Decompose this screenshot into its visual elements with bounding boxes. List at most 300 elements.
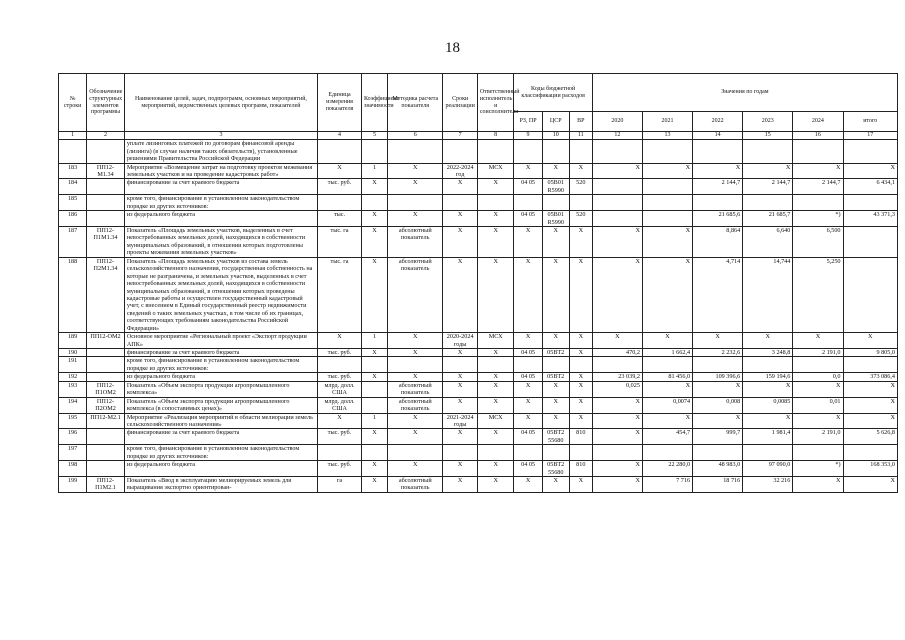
- value-2020-cell: X: [592, 227, 642, 258]
- vr-cell: X: [569, 257, 592, 332]
- vr-cell: X: [569, 163, 592, 179]
- value-2022-cell: 0,008: [693, 397, 743, 413]
- row-number: 193: [59, 381, 87, 397]
- csr-cell: 05ВТ2: [542, 349, 569, 357]
- rz-pr-cell: X: [514, 397, 542, 413]
- value-2022-cell: [693, 140, 743, 163]
- table-row: [59, 211, 898, 227]
- designation-cell: [87, 195, 125, 211]
- program-table: [58, 73, 898, 493]
- terms-cell: [443, 195, 477, 211]
- value-2024-cell: [793, 195, 843, 211]
- name-cell: Показатель «Площадь земельных участков, выделенных в счет невостребованных земельных долей, находящихся в собственности муниципальных образований, в отношении которых подготовлены проекты межевания земельных участков»: [124, 227, 317, 258]
- csr-cell: [542, 445, 569, 461]
- coef-cell: X: [361, 429, 387, 445]
- value-2020-cell: X: [592, 413, 642, 429]
- header-total: итого: [843, 112, 898, 132]
- column-number: 2: [87, 132, 125, 140]
- value-2021-cell: [642, 140, 692, 163]
- value-2022-cell: 48 983,0: [693, 461, 743, 477]
- row-number: 198: [59, 461, 87, 477]
- vr-cell: X: [569, 477, 592, 493]
- header-row-no: № строки: [59, 74, 87, 132]
- name-cell: финансирование за счет краевого бюджета: [124, 179, 317, 195]
- method-cell: X: [388, 429, 443, 445]
- value-2021-cell: X: [642, 413, 692, 429]
- value-2020-cell: 0,025: [592, 381, 642, 397]
- header-budget-codes: Коды бюджетной классификации расходов: [514, 74, 592, 112]
- name-cell: Показатель «Площадь земельных участков из состава земель сельскохозяйственного назначения, государственная собственность на которые не разграничена, и земельных участков, выделенных в счет невостребованных земельных долей, находящихся в собственности муниципальных образований, в отношении которых проведены кадастровые работы и осуществлен государственный кадастровый учет, с внесением в Единый государственный реестр недвижимости сведений о таких земельных участках, в том числе об их границах, соответствующих требованиям законодательства Российской Федерации»: [124, 257, 317, 332]
- rz-pr-cell: 04 05: [514, 373, 542, 381]
- terms-cell: [443, 357, 477, 373]
- unit-cell: X: [318, 333, 362, 349]
- csr-cell: [542, 195, 569, 211]
- designation-cell: [87, 140, 125, 163]
- coef-cell: [361, 195, 387, 211]
- unit-cell: тыс. га: [318, 227, 362, 258]
- row-number: 184: [59, 179, 87, 195]
- unit-cell: га: [318, 477, 362, 493]
- unit-cell: тыс. руб.: [318, 349, 362, 357]
- terms-cell: [443, 445, 477, 461]
- value-2021-cell: [642, 211, 692, 227]
- table-row: [59, 140, 898, 163]
- column-number: 15: [743, 132, 793, 140]
- csr-cell: X: [542, 397, 569, 413]
- unit-cell: млрд. долл. США: [318, 381, 362, 397]
- coef-cell: 1: [361, 163, 387, 179]
- value-2024-cell: X: [793, 163, 843, 179]
- terms-cell: 2020-2024 годы: [443, 333, 477, 349]
- column-number: 1: [59, 132, 87, 140]
- vr-cell: 810: [569, 429, 592, 445]
- value-2022-cell: 4,714: [693, 257, 743, 332]
- value-2021-cell: [642, 195, 692, 211]
- vr-cell: X: [569, 397, 592, 413]
- csr-cell: X: [542, 163, 569, 179]
- rz-pr-cell: X: [514, 381, 542, 397]
- vr-cell: [569, 357, 592, 373]
- designation-cell: [87, 179, 125, 195]
- table-row: [59, 461, 898, 477]
- method-cell: X: [388, 349, 443, 357]
- table-row: [59, 381, 898, 397]
- value-2021-cell: 0,0074: [642, 397, 692, 413]
- value-2024-cell: *): [793, 211, 843, 227]
- header-method: Методика расчета показателя: [388, 74, 443, 132]
- coef-cell: X: [361, 179, 387, 195]
- total-cell: [843, 195, 898, 211]
- header-2024: 2024: [793, 112, 843, 132]
- designation-cell: ПП12-ОМ2: [87, 333, 125, 349]
- value-2020-cell: [592, 195, 642, 211]
- column-number: 10: [542, 132, 569, 140]
- total-cell: X: [843, 163, 898, 179]
- vr-cell: 520: [569, 211, 592, 227]
- executor-cell: [477, 195, 514, 211]
- value-2021-cell: X: [642, 163, 692, 179]
- value-2023-cell: [743, 140, 793, 163]
- value-2024-cell: [793, 445, 843, 461]
- value-2021-cell: 454,7: [642, 429, 692, 445]
- designation-cell: ПП12-М2.1: [87, 413, 125, 429]
- rz-pr-cell: [514, 140, 542, 163]
- column-number: 12: [592, 132, 642, 140]
- executor-cell: X: [477, 429, 514, 445]
- coef-cell: X: [361, 373, 387, 381]
- table-row: [59, 179, 898, 195]
- total-cell: 6 434,1: [843, 179, 898, 195]
- vr-cell: X: [569, 333, 592, 349]
- row-number: 183: [59, 163, 87, 179]
- terms-cell: X: [443, 179, 477, 195]
- executor-cell: МСХ: [477, 413, 514, 429]
- unit-cell: X: [318, 163, 362, 179]
- unit-cell: тыс. руб.: [318, 429, 362, 445]
- value-2020-cell: X: [592, 429, 642, 445]
- designation-cell: [87, 211, 125, 227]
- method-cell: [388, 195, 443, 211]
- designation-cell: [87, 461, 125, 477]
- value-2022-cell: 109 396,6: [693, 373, 743, 381]
- column-number: 13: [642, 132, 692, 140]
- executor-cell: X: [477, 179, 514, 195]
- coef-cell: X: [361, 257, 387, 332]
- row-number: 190: [59, 349, 87, 357]
- column-number: 5: [361, 132, 387, 140]
- value-2023-cell: 159 194,6: [743, 373, 793, 381]
- rz-pr-cell: 04 05: [514, 461, 542, 477]
- vr-cell: [569, 195, 592, 211]
- column-number: 16: [793, 132, 843, 140]
- unit-cell: [318, 357, 362, 373]
- executor-cell: X: [477, 349, 514, 357]
- executor-cell: X: [477, 461, 514, 477]
- coef-cell: X: [361, 461, 387, 477]
- unit-cell: X: [318, 413, 362, 429]
- method-cell: абсолютный показатель: [388, 477, 443, 493]
- value-2022-cell: [693, 445, 743, 461]
- coef-cell: X: [361, 477, 387, 493]
- designation-cell: ПП12-П1М1.34: [87, 227, 125, 258]
- vr-cell: 810: [569, 461, 592, 477]
- table-body: [59, 132, 898, 493]
- value-2022-cell: [693, 195, 743, 211]
- row-number: 189: [59, 333, 87, 349]
- row-number: 196: [59, 429, 87, 445]
- method-cell: абсолютный показатель: [388, 257, 443, 332]
- column-number: 9: [514, 132, 542, 140]
- name-cell: уплате лизинговых платежей по договорам финансовой аренды (лизинга) (в случае наличия таких обязательств), установленные решениями Правительства Российской Федерации: [124, 140, 317, 163]
- executor-cell: X: [477, 227, 514, 258]
- name-cell: кроме того, финансирование в установленном законодательством порядке из других источников:: [124, 195, 317, 211]
- name-cell: Мероприятие «Реализация мероприятий в области мелиорации земель сельскохозяйственного назначения»: [124, 413, 317, 429]
- vr-cell: 520: [569, 179, 592, 195]
- header-name: Наименование целей, задач, подпрограмм, основных мероприятий, мероприятий, ведомственных целевых программ, показателей: [124, 74, 317, 132]
- value-2024-cell: 0,01: [793, 397, 843, 413]
- value-2021-cell: X: [642, 257, 692, 332]
- column-number: 17: [843, 132, 898, 140]
- total-cell: [843, 257, 898, 332]
- rz-pr-cell: X: [514, 163, 542, 179]
- total-cell: 43 371,3: [843, 211, 898, 227]
- table-row: [59, 357, 898, 373]
- terms-cell: X: [443, 227, 477, 258]
- method-cell: X: [388, 373, 443, 381]
- method-cell: X: [388, 461, 443, 477]
- value-2021-cell: X: [642, 333, 692, 349]
- value-2024-cell: [793, 140, 843, 163]
- value-2022-cell: X: [693, 163, 743, 179]
- total-cell: X: [843, 413, 898, 429]
- terms-cell: X: [443, 257, 477, 332]
- name-cell: кроме того, финансирование в установленном законодательством порядке из других источников:: [124, 357, 317, 373]
- executor-cell: МСХ: [477, 333, 514, 349]
- method-cell: X: [388, 179, 443, 195]
- terms-cell: 2022-2024 год: [443, 163, 477, 179]
- method-cell: абсолютный показатель: [388, 227, 443, 258]
- value-2022-cell: 8,864: [693, 227, 743, 258]
- name-cell: из федерального бюджета: [124, 461, 317, 477]
- coef-cell: 1: [361, 333, 387, 349]
- value-2021-cell: 1 662,4: [642, 349, 692, 357]
- header-terms: Сроки реализации: [443, 74, 477, 132]
- rz-pr-cell: X: [514, 257, 542, 332]
- method-cell: X: [388, 333, 443, 349]
- coef-cell: [361, 397, 387, 413]
- value-2022-cell: [693, 357, 743, 373]
- value-2023-cell: 6,640: [743, 227, 793, 258]
- header-rz-pr: РЗ, ПР: [514, 112, 542, 132]
- method-cell: [388, 140, 443, 163]
- executor-cell: [477, 140, 514, 163]
- value-2024-cell: 2 191,0: [793, 349, 843, 357]
- designation-cell: [87, 445, 125, 461]
- value-2020-cell: [592, 179, 642, 195]
- value-2024-cell: 6,500: [793, 227, 843, 258]
- vr-cell: X: [569, 373, 592, 381]
- table-row: [59, 227, 898, 258]
- csr-cell: X: [542, 257, 569, 332]
- executor-cell: X: [477, 373, 514, 381]
- terms-cell: [443, 140, 477, 163]
- value-2023-cell: [743, 357, 793, 373]
- coef-cell: [361, 445, 387, 461]
- csr-cell: [542, 140, 569, 163]
- value-2023-cell: 14,744: [743, 257, 793, 332]
- csr-cell: X: [542, 477, 569, 493]
- column-number: 6: [388, 132, 443, 140]
- value-2022-cell: 2 144,7: [693, 179, 743, 195]
- value-2020-cell: 470,2: [592, 349, 642, 357]
- terms-cell: X: [443, 429, 477, 445]
- table-row: [59, 445, 898, 461]
- value-2021-cell: X: [642, 381, 692, 397]
- coef-cell: [361, 381, 387, 397]
- method-cell: [388, 357, 443, 373]
- header-executor: Ответственный исполнитель и соисполнители: [477, 74, 514, 132]
- table-row: [59, 195, 898, 211]
- column-number: 7: [443, 132, 477, 140]
- method-cell: X: [388, 413, 443, 429]
- rz-pr-cell: X: [514, 333, 542, 349]
- name-cell: из федерального бюджета: [124, 211, 317, 227]
- row-number: 191: [59, 357, 87, 373]
- table-row: [59, 477, 898, 493]
- value-2024-cell: X: [793, 413, 843, 429]
- terms-cell: X: [443, 381, 477, 397]
- unit-cell: тыс. руб.: [318, 373, 362, 381]
- csr-cell: X: [542, 227, 569, 258]
- unit-cell: [318, 140, 362, 163]
- name-cell: Показатель «Ввод в эксплуатацию мелиорируемых земель для выращивания экспортно ориентирован-: [124, 477, 317, 493]
- header-2021: 2021: [642, 112, 692, 132]
- total-cell: X: [843, 477, 898, 493]
- value-2023-cell: 32 216: [743, 477, 793, 493]
- unit-cell: тыс. руб.: [318, 461, 362, 477]
- unit-cell: тыс. руб.: [318, 179, 362, 195]
- table-row: [59, 333, 898, 349]
- value-2022-cell: 18 716: [693, 477, 743, 493]
- value-2022-cell: 2 232,6: [693, 349, 743, 357]
- value-2021-cell: 81 456,0: [642, 373, 692, 381]
- value-2022-cell: X: [693, 333, 743, 349]
- rz-pr-cell: 04 05: [514, 211, 542, 227]
- executor-cell: X: [477, 257, 514, 332]
- row-number: 192: [59, 373, 87, 381]
- vr-cell: X: [569, 381, 592, 397]
- designation-cell: ПП12-П2М1.34: [87, 257, 125, 332]
- header-csr: ЦСР: [542, 112, 569, 132]
- coef-cell: [361, 357, 387, 373]
- value-2021-cell: [642, 179, 692, 195]
- total-cell: [843, 140, 898, 163]
- value-2021-cell: 7 716: [642, 477, 692, 493]
- row-number: 187: [59, 227, 87, 258]
- rz-pr-cell: X: [514, 413, 542, 429]
- value-2023-cell: 1 981,4: [743, 429, 793, 445]
- header-coef: Коэффициент значимости: [361, 74, 387, 132]
- value-2023-cell: 97 090,0: [743, 461, 793, 477]
- vr-cell: X: [569, 349, 592, 357]
- total-cell: 9 805,0: [843, 349, 898, 357]
- row-number: 195: [59, 413, 87, 429]
- value-2024-cell: 0,0: [793, 373, 843, 381]
- coef-cell: [361, 140, 387, 163]
- value-2024-cell: X: [793, 477, 843, 493]
- total-cell: X: [843, 381, 898, 397]
- csr-cell: 05В01 R5990: [542, 211, 569, 227]
- terms-cell: X: [443, 461, 477, 477]
- name-cell: финансирование за счет краевого бюджета: [124, 349, 317, 357]
- unit-cell: [318, 445, 362, 461]
- column-number: 3: [124, 132, 317, 140]
- terms-cell: 2021-2024 годы: [443, 413, 477, 429]
- name-cell: Основное мероприятие «Региональный проект «Экспорт продукции АПК»: [124, 333, 317, 349]
- terms-cell: X: [443, 477, 477, 493]
- row-number: 199: [59, 477, 87, 493]
- method-cell: абсолютный показатель: [388, 397, 443, 413]
- page-number: 18: [445, 40, 460, 56]
- value-2024-cell: X: [793, 333, 843, 349]
- csr-cell: X: [542, 381, 569, 397]
- unit-cell: тыс. га: [318, 257, 362, 332]
- value-2023-cell: X: [743, 413, 793, 429]
- header-2023: 2023: [743, 112, 793, 132]
- unit-cell: тыс.: [318, 211, 362, 227]
- header-vr: ВР: [569, 112, 592, 132]
- coef-cell: 1: [361, 413, 387, 429]
- rz-pr-cell: 04 05: [514, 429, 542, 445]
- table-row: [59, 257, 898, 332]
- value-2020-cell: 23 039,2: [592, 373, 642, 381]
- value-2024-cell: 5,250: [793, 257, 843, 332]
- rz-pr-cell: 04 05: [514, 349, 542, 357]
- rz-pr-cell: 04 05: [514, 179, 542, 195]
- executor-cell: X: [477, 381, 514, 397]
- csr-cell: 05В01 R5990: [542, 179, 569, 195]
- designation-cell: [87, 349, 125, 357]
- value-2023-cell: X: [743, 333, 793, 349]
- value-2023-cell: 0,0085: [743, 397, 793, 413]
- value-2022-cell: X: [693, 413, 743, 429]
- header-values-by-year: Значения по годам: [592, 74, 897, 112]
- header-unit: Единица измерения показателя: [318, 74, 362, 132]
- unit-cell: [318, 195, 362, 211]
- terms-cell: X: [443, 397, 477, 413]
- total-cell: [843, 357, 898, 373]
- csr-cell: 05ВТ2 55680: [542, 429, 569, 445]
- designation-cell: [87, 373, 125, 381]
- value-2022-cell: 999,7: [693, 429, 743, 445]
- total-cell: 168 353,0: [843, 461, 898, 477]
- column-number: 11: [569, 132, 592, 140]
- value-2022-cell: X: [693, 381, 743, 397]
- total-cell: 373 086,4: [843, 373, 898, 381]
- column-number: 4: [318, 132, 362, 140]
- value-2023-cell: X: [743, 163, 793, 179]
- vr-cell: X: [569, 227, 592, 258]
- name-cell: из федерального бюджета: [124, 373, 317, 381]
- executor-cell: X: [477, 211, 514, 227]
- coef-cell: X: [361, 349, 387, 357]
- value-2021-cell: [642, 357, 692, 373]
- vr-cell: [569, 140, 592, 163]
- value-2023-cell: 21 685,7: [743, 211, 793, 227]
- rz-pr-cell: [514, 195, 542, 211]
- rz-pr-cell: [514, 357, 542, 373]
- csr-cell: 05ВТ2 55680: [542, 461, 569, 477]
- row-number: 197: [59, 445, 87, 461]
- value-2021-cell: 22 280,0: [642, 461, 692, 477]
- vr-cell: [569, 445, 592, 461]
- executor-cell: МСХ: [477, 163, 514, 179]
- rz-pr-cell: [514, 445, 542, 461]
- value-2020-cell: X: [592, 163, 642, 179]
- value-2020-cell: [592, 445, 642, 461]
- value-2020-cell: X: [592, 397, 642, 413]
- name-cell: кроме того, финансирование в установленном законодательством порядке из других источников:: [124, 445, 317, 461]
- row-number: 188: [59, 257, 87, 332]
- designation-cell: [87, 429, 125, 445]
- row-number: [59, 140, 87, 163]
- coef-cell: X: [361, 227, 387, 258]
- table-row: [59, 413, 898, 429]
- rz-pr-cell: X: [514, 227, 542, 258]
- value-2021-cell: X: [642, 227, 692, 258]
- designation-cell: [87, 357, 125, 373]
- total-cell: [843, 227, 898, 258]
